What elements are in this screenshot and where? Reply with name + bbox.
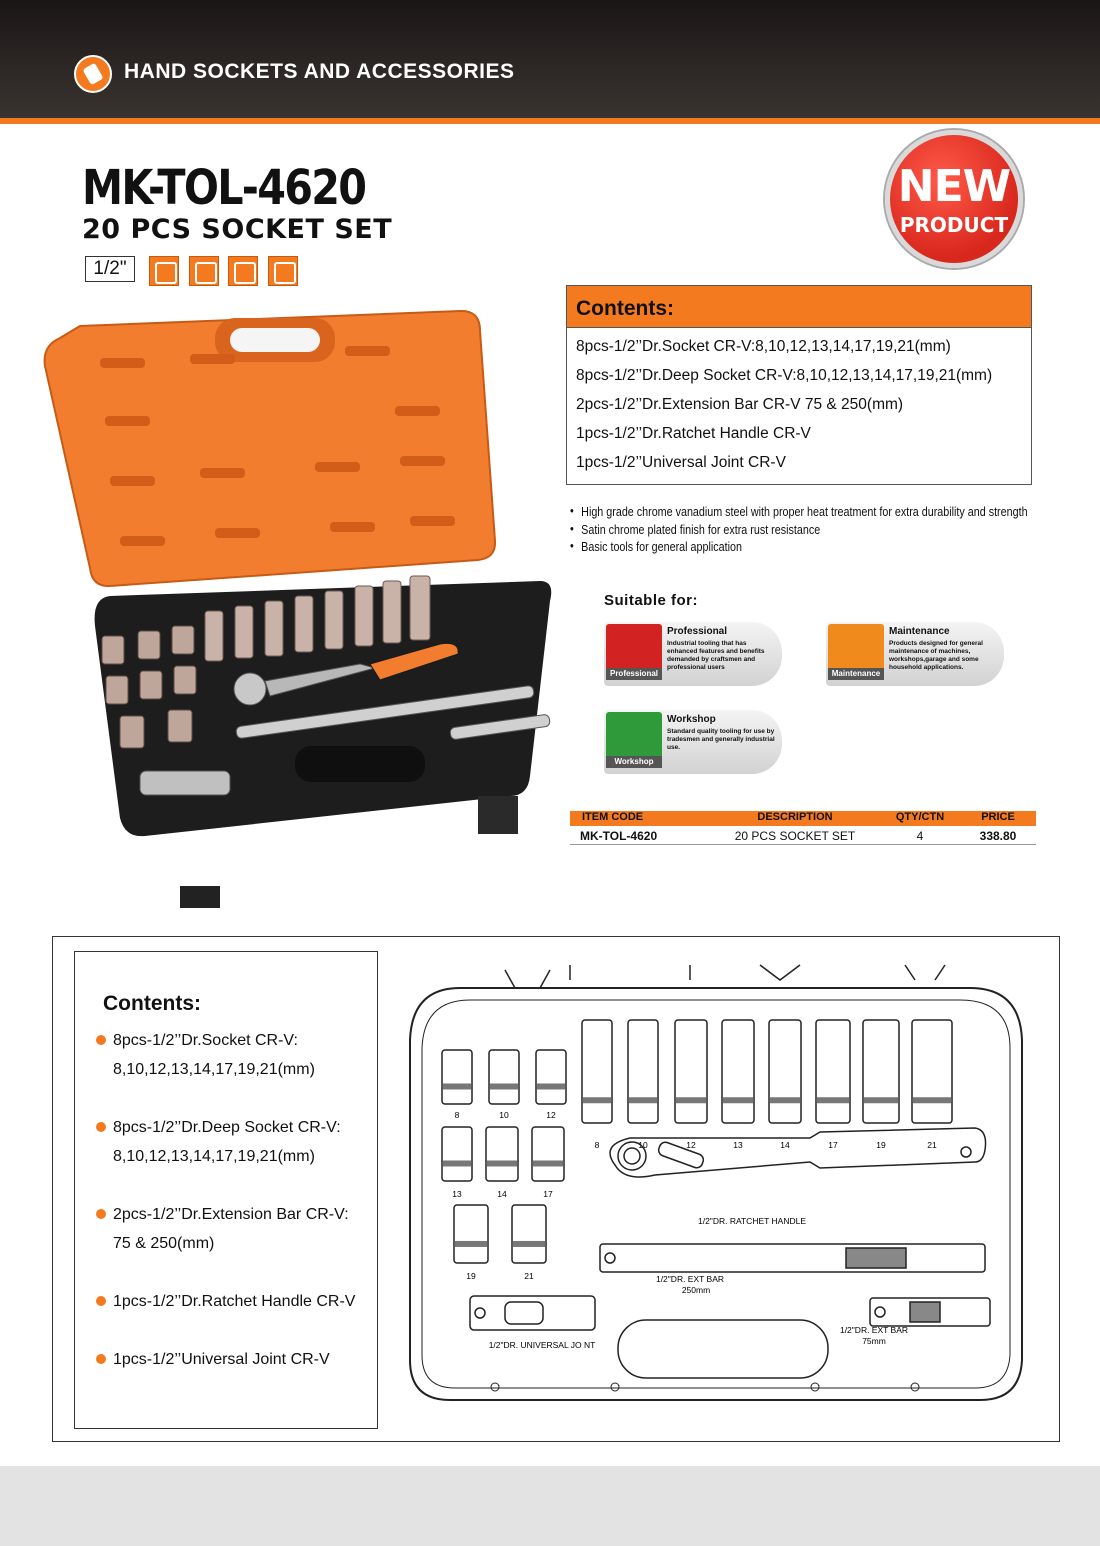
ratchet-label: 1/2"DR. RATCHET HANDLE (697, 1216, 807, 1226)
seal-line-1: NEW (897, 161, 1011, 212)
workshop-card (604, 710, 782, 774)
deep-socket-outline (722, 1020, 754, 1123)
professional-card (604, 622, 782, 686)
card-tag: Workshop (606, 756, 662, 768)
socket-icon (74, 55, 112, 93)
order-table (570, 811, 1036, 845)
deep-socket-outline (816, 1020, 850, 1123)
ext-bar-short-size: 75mm (862, 1336, 886, 1346)
socket-size-label: 8 (454, 1110, 460, 1120)
deep-socket-size-label: 10 (638, 1140, 648, 1150)
suitable-title: Suitable for: (604, 592, 699, 609)
socket-size-labels (452, 1110, 556, 1281)
header-title: HAND SOCKETS AND ACCESSORIES (124, 60, 515, 83)
lower-contents-item (113, 1113, 341, 1171)
deep-socket-outline (582, 1020, 612, 1123)
card-description: Industrial tooling that has enhanced features and benefits demanded by craftsmen and professional users (667, 640, 765, 671)
item-line: 8pcs-1/2’’Dr.Socket CR-V: (113, 1032, 298, 1049)
lower-contents-title: Contents: (103, 992, 201, 1015)
contents-item: 1pcs-1/2’’Dr.Ratchet Handle CR-V (576, 425, 811, 442)
seal-line-2: PRODUCT (899, 213, 1009, 237)
lower-contents-item (113, 1287, 355, 1316)
ext-bar-long-label: 1/2"DR. EXT BAR (655, 1274, 725, 1284)
deep-socket-size-labels (595, 1140, 937, 1150)
item-line: 1pcs-1/2’’Universal Joint CR-V (113, 1351, 330, 1368)
deep-socket-size-label: 12 (686, 1140, 696, 1150)
contents-item: 8pcs-1/2’’Dr.Socket CR-V:8,10,12,13,14,17,19,21(mm) (576, 338, 951, 355)
ext-bar-long-size: 250mm (681, 1285, 711, 1295)
card-description: Standard quality tooling for use by tradesmen and generally industrial use. (667, 728, 775, 751)
socket-diagram (442, 1050, 566, 1263)
feature-list (570, 505, 1100, 558)
item-line: 2pcs-1/2’’Dr.Extension Bar CR-V: (113, 1206, 349, 1223)
new-product-seal (885, 130, 1023, 268)
deep-socket-size-label: 8 (594, 1140, 600, 1150)
cell-price: 338.80 (979, 829, 1017, 843)
bullet-dot (96, 1035, 106, 1045)
universal-joint-label: 1/2"DR. UNIVERSAL JO NT (488, 1340, 596, 1350)
card-tag: Professional (606, 668, 662, 680)
bullet-dot (96, 1122, 106, 1132)
lower-contents-item (113, 1345, 330, 1374)
case-layout-diagram (400, 960, 1040, 1410)
long-extension-bar-diagram (600, 1244, 985, 1272)
deep-socket-size-label: 19 (876, 1140, 886, 1150)
contents-list (567, 328, 1031, 481)
ratchet-handle-diagram (610, 1128, 986, 1177)
table-row (570, 826, 1036, 845)
socket-size-label: 14 (497, 1189, 507, 1199)
item-line: 75 & 250(mm) (113, 1235, 215, 1252)
bullet-dot (96, 1209, 106, 1219)
card-title: Professional (667, 626, 728, 637)
item-line: 8,10,12,13,14,17,19,21(mm) (113, 1061, 315, 1078)
socket-size-label: 13 (452, 1189, 462, 1199)
contents-item: 8pcs-1/2’’Dr.Deep Socket CR-V:8,10,12,13,14,17,19,21(mm) (576, 367, 993, 384)
feature-item: • Basic tools for general application (570, 540, 1028, 558)
universal-joint-diagram (470, 1296, 595, 1330)
header-description: DESCRIPTION (757, 811, 833, 823)
contents-item: 2pcs-1/2’’Dr.Extension Bar CR-V 75 & 250(mm) (576, 396, 904, 413)
header-qty: QTY/CTN (895, 811, 945, 823)
deep-socket-outline (628, 1020, 658, 1123)
socket-outline (532, 1127, 564, 1181)
socket-feature-icon (268, 256, 298, 286)
socket-outline (454, 1205, 488, 1263)
socket-set-case-image (40, 296, 560, 916)
item-line: 8,10,12,13,14,17,19,21(mm) (113, 1148, 315, 1165)
header-item-code: ITEM CODE (582, 811, 644, 823)
socket-outline (442, 1127, 472, 1181)
socket-outline (486, 1127, 518, 1181)
socket-size-label: 21 (524, 1271, 534, 1281)
short-extension-bar-diagram (870, 1298, 990, 1326)
deep-socket-size-label: 17 (828, 1140, 838, 1150)
product-model: MK-TOL-4620 (82, 160, 366, 216)
page-footer (0, 1466, 1100, 1546)
deep-socket-outline (863, 1020, 899, 1123)
deep-socket-outline (912, 1020, 952, 1123)
deep-socket-size-label: 13 (733, 1140, 743, 1150)
lower-contents-panel (74, 951, 378, 1429)
lower-contents-item (113, 1026, 315, 1084)
socket-outline (489, 1050, 519, 1104)
drive-size-badge: 1/2" (85, 256, 135, 282)
contents-title: Contents: (567, 286, 1031, 328)
deep-socket-diagram (582, 1020, 952, 1123)
bullet-dot (96, 1354, 106, 1364)
order-table-header (570, 811, 1036, 826)
wrench-feature-icon (149, 256, 179, 286)
card-tag: Maintenance (828, 668, 884, 680)
socket-size-label: 10 (499, 1110, 509, 1120)
deep-socket-outline (769, 1020, 801, 1123)
cell-qty: 4 (916, 829, 924, 843)
card-title: Workshop (667, 714, 716, 725)
bullet-dot (96, 1296, 106, 1306)
item-line: 8pcs-1/2’’Dr.Deep Socket CR-V: (113, 1119, 341, 1136)
deep-socket-outline (675, 1020, 707, 1123)
contents-item: 1pcs-1/2’’Universal Joint CR-V (576, 454, 786, 471)
feature-item: • Satin chrome plated finish for extra rust resistance (570, 523, 1028, 541)
header-price: PRICE (981, 811, 1015, 823)
deep-socket-size-label: 21 (927, 1140, 937, 1150)
deep-socket-size-label: 14 (780, 1140, 790, 1150)
socket-outline (442, 1050, 472, 1104)
maintenance-card (826, 622, 1004, 686)
socket-outline (536, 1050, 566, 1104)
socket-size-label: 12 (546, 1110, 556, 1120)
lower-contents-item (113, 1200, 349, 1258)
feature-item: • High grade chrome vanadium steel with proper heat treatment for extra durability and strength (570, 505, 1028, 523)
cell-description: 20 PCS SOCKET SET (734, 829, 856, 843)
spanner-feature-icon (189, 256, 219, 286)
card-description: Products designed for general maintenance of machines, workshops,garage and some household applications. (889, 640, 983, 671)
socket-size-label: 19 (466, 1271, 476, 1281)
socket-outline (512, 1205, 546, 1263)
header-accent-line (0, 118, 1100, 124)
cell-item-code: MK-TOL-4620 (580, 829, 658, 843)
item-line: 1pcs-1/2’’Dr.Ratchet Handle CR-V (113, 1293, 356, 1310)
contents-table (566, 285, 1032, 485)
card-title: Maintenance (889, 626, 950, 637)
ratchet-feature-icon (228, 256, 258, 286)
product-subtitle: 20 PCS SOCKET SET (82, 214, 393, 245)
socket-size-label: 17 (543, 1189, 553, 1199)
ext-bar-short-label: 1/2"DR. EXT BAR (839, 1325, 909, 1335)
